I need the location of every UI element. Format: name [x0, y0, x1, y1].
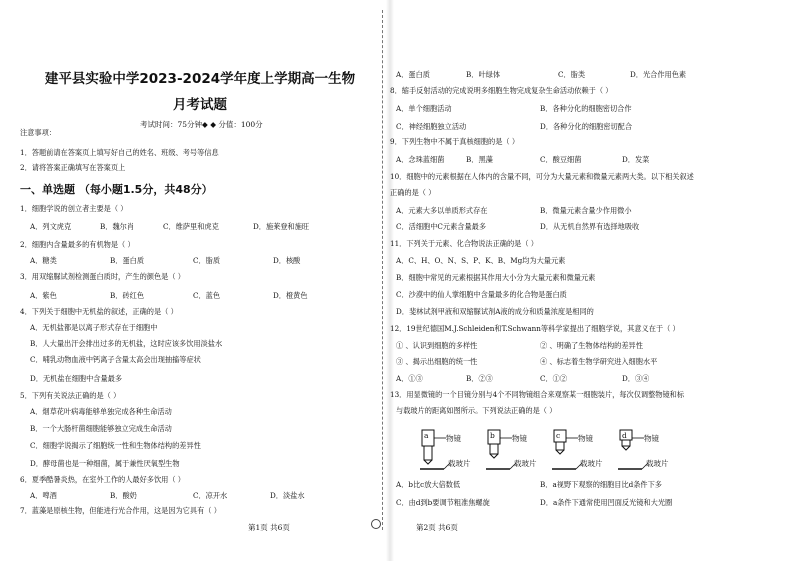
question-10: 10．细胞中的元素根据在人体内的含量不同，可分为大量元素和微量元素两大类。以下相关叙述	[390, 172, 694, 181]
q11-option-b: B．细胞中常见的元素根据其作用大小分为大量元素和微量元素	[396, 273, 596, 282]
q4-option-a: A．无机盐都是以离子形式存在于细胞中	[30, 323, 158, 332]
exam-subtitle: 月考试题	[173, 97, 227, 113]
q8-option-d: D．各种分化的细胞密切配合	[540, 122, 633, 131]
q1-option-d: D．施莱登和施旺	[253, 222, 310, 231]
exam-title: 建平县实验中学2023-2024学年度上学期高一生物	[44, 71, 356, 87]
q1-option-c: C．维萨里和虎克	[163, 222, 219, 231]
objective-figure-d	[618, 428, 678, 476]
q2-option-b: B．蛋白质	[110, 256, 145, 265]
question-3: 3．用双缩脲试剂检测蛋白质时，产生的颜色是（ ）	[20, 272, 185, 281]
q9-option-c: C．酸豆细菌	[540, 155, 582, 164]
slide-label-c: 载玻片	[580, 459, 603, 468]
objective-tag-c: c	[556, 431, 561, 440]
q4-option-b: B．人大量出汗会排出过多的无机盐，这时应该多饮用淡盐水	[30, 339, 223, 348]
objective-tag-a: a	[424, 431, 429, 440]
q7-option-b: B．叶绿体	[466, 70, 501, 79]
objective-label-b: 物镜	[512, 434, 527, 443]
section-heading: 一、单选题 （每小题1.5分，共48分）	[20, 183, 213, 196]
q5-option-d: D．酵母菌也是一种细菌，属于兼性厌氧型生物	[30, 459, 180, 468]
objective-figure-b	[486, 428, 546, 476]
q6-option-a: A．啤酒	[30, 491, 57, 500]
q8-option-a: A．单个细胞活动	[396, 104, 452, 113]
q12-item-1: ① 、认识到细胞的多样性	[396, 341, 478, 350]
question-5: 5．下列有关说法正确的是（ ）	[20, 391, 121, 400]
objective-label-c: 物镜	[578, 434, 593, 443]
notes-heading: 注意事项：	[20, 128, 56, 137]
q6-option-d: D．淡盐水	[270, 491, 305, 500]
objective-figure-a	[420, 428, 480, 476]
note-2: 2．请将答案正确填写在答案页上	[20, 163, 126, 172]
page-footer-right: 第2页 共6页	[416, 523, 458, 532]
q6-option-b: B．酸奶	[110, 491, 137, 500]
q5-option-b: B．一个大肠杆菌细胞能够独立完成生命活动	[30, 424, 172, 433]
q12-option-d: D．③④	[622, 374, 650, 383]
q8-option-b: B．各种分化的细胞密切合作	[540, 104, 632, 113]
question-2: 2．细胞内含量最多的有机物是（ ）	[20, 240, 135, 249]
q13-option-d: D．a条件下通常使用凹面反光镜和大光圈	[540, 498, 673, 507]
q10-option-b: B．微量元素含量少作用微小	[540, 206, 632, 215]
q7-option-d: D．光合作用色素	[630, 70, 687, 79]
right-page	[390, 0, 794, 561]
q12-option-c: C．①②	[540, 374, 568, 383]
exam-meta: 考试时间：75分钟◆ ◆ 分值：100分	[140, 120, 263, 129]
objective-label-a: 物镜	[446, 434, 461, 443]
question-9: 9．下列生物中不属于真核细胞的是（ ）	[390, 137, 520, 146]
q12-item-3: ③ 、揭示出细胞的统一性	[396, 357, 478, 366]
q7-option-c: C．脂类	[558, 70, 586, 79]
q13-option-b: B．a视野下观察的细胞目比d条件下多	[540, 480, 662, 489]
q4-option-c: C．哺乳动物血液中钙离子含量太高会出现抽搐等症状	[30, 355, 201, 364]
slide-label-d: 载玻片	[646, 459, 669, 468]
q10-option-a: A．元素大多以单质形式存在	[396, 206, 488, 215]
objective-tag-d: d	[622, 431, 627, 440]
objective-tag-b: b	[490, 431, 495, 440]
q5-option-a: A．烟草花叶病毒能够单独完成各种生命活动	[30, 407, 172, 416]
q6-option-c: C．凉开水	[193, 491, 228, 500]
q13-option-c: C．由d到b要调节粗准焦螺旋	[396, 498, 490, 507]
q11-option-c: C．沙漠中的仙人掌细胞中含量最多的化合物是蛋白质	[396, 290, 567, 299]
q9-option-d: D．发菜	[622, 155, 650, 164]
left-page	[0, 0, 377, 561]
q13-option-a: A．b比c放大倍数低	[396, 480, 461, 489]
page-footer-left: 第1页 共6页	[248, 523, 290, 532]
q7-option-a: A．蛋白质	[396, 70, 430, 79]
q12-option-a: A．①③	[396, 374, 423, 383]
q4-option-d: D．无机盐在细胞中含量最多	[30, 374, 123, 383]
q8-option-c: C．神经细胞独立活动	[396, 122, 467, 131]
question-11: 11．下列关于元素、化合物说法正确的是（ ）	[390, 239, 538, 248]
q3-option-b: B．砖红色	[110, 291, 145, 300]
question-12: 12．19世纪德国M.J.Schleiden和T.Schwann等科学家提出了细胞学说，其意义在于（ ）	[390, 324, 680, 333]
q12-item-4: ④ 、标志着生物学研究进入细胞水平	[540, 357, 658, 366]
question-8: 8．缩手反射活动的完成说明多细胞生物完成复杂生命活动依赖于（ ）	[390, 86, 613, 95]
q5-option-c: C．细胞学说揭示了细胞统一性和生物体结构的差异性	[30, 441, 201, 450]
question-13: 13．用显微镜的一个目镜分别与4个不同物镜组合来观察某一细胞装片，每次仅调整物镜和标	[390, 390, 685, 399]
objective-label-d: 物镜	[644, 434, 659, 443]
q11-option-d: D．斐林试剂甲液和双缩脲试剂A液的成分和质量浓度是相同的	[396, 307, 594, 316]
question-1: 1．细胞学说的创立者主要是（ ）	[20, 204, 128, 213]
q3-option-a: A．紫色	[30, 291, 57, 300]
q2-option-c: C．脂质	[193, 256, 221, 265]
q9-option-a: A．念珠蓝细菌	[396, 155, 445, 164]
q2-option-d: D．核酸	[273, 256, 301, 265]
q11-option-a: A．C、H、O、N、S、P、K、B、Mg均为大量元素	[396, 256, 566, 265]
q1-option-b: B．魏尔肖	[100, 222, 135, 231]
q10-option-c: C．活细胞中C元素含量最多	[396, 222, 487, 231]
q12-item-2: ② 、明确了生物体结构的差异性	[540, 341, 643, 350]
objective-figure-c	[552, 428, 612, 476]
note-1: 1．答题前请在答案页上填写好自己的姓名、班级、考号等信息	[20, 148, 219, 157]
q3-option-c: C．蓝色	[193, 291, 221, 300]
slide-label-a: 载玻片	[448, 459, 471, 468]
q3-option-d: D．橙黄色	[273, 291, 308, 300]
q2-option-a: A．糖类	[30, 256, 57, 265]
question-6: 6．夏季酷暑炎热，在室外工作的人最好多饮用（ ）	[20, 475, 185, 484]
q10-option-d: D．从无机自然界有选择地吸收	[540, 222, 640, 231]
q12-option-b: B．②③	[466, 374, 493, 383]
slide-label-b: 载玻片	[514, 459, 537, 468]
q1-option-a: A．列文虎克	[30, 222, 72, 231]
page-divider	[382, 10, 384, 530]
q9-option-b: B．黑藻	[466, 155, 493, 164]
question-10-cont: 正确的是（ ）	[390, 188, 436, 197]
question-7: 7．蓝藻是原核生物，但能进行光合作用，这是因为它具有（ ）	[20, 506, 221, 515]
question-4: 4．下列关于细胞中无机盐的叙述，正确的是（ ）	[20, 307, 178, 316]
question-13-cont: 与载玻片的距离如图所示。下列说法正确的是（ ）	[396, 406, 557, 415]
